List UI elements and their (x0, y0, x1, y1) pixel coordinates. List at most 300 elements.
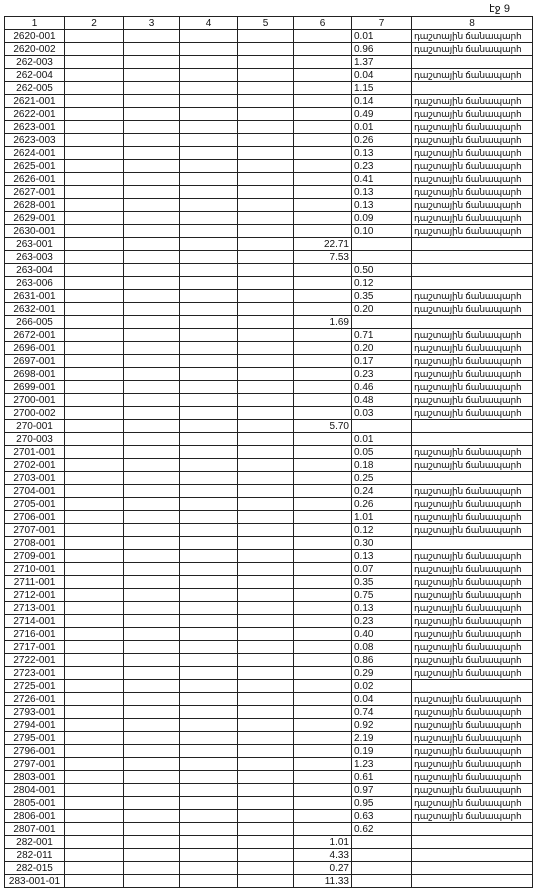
area-col7-cell: 0.04 (352, 69, 412, 82)
empty-cell (238, 277, 294, 290)
area-col6-cell (294, 95, 352, 108)
empty-cell (180, 784, 238, 797)
table-row (5, 589, 533, 602)
empty-cell (65, 303, 124, 316)
empty-cell (124, 108, 180, 121)
area-col7-cell: 0.97 (352, 784, 412, 797)
empty-cell (180, 693, 238, 706)
cadastral-code-cell: 2627-001 (5, 186, 65, 199)
land-use-cell (412, 56, 533, 69)
area-col6-cell (294, 69, 352, 82)
empty-cell (65, 56, 124, 69)
land-use-cell: դաշտային ճանապարհ (412, 160, 533, 173)
land-use-cell: դաշտային ճանապարհ (412, 121, 533, 134)
land-use-cell: դաշտային ճանապարհ (412, 810, 533, 823)
empty-cell (65, 121, 124, 134)
empty-cell (124, 602, 180, 615)
column-header: 3 (124, 17, 180, 30)
empty-cell (180, 589, 238, 602)
empty-cell (65, 43, 124, 56)
cadastral-code-cell: 283-001-01 (5, 875, 65, 888)
area-col6-cell (294, 30, 352, 43)
land-use-cell: դաշտային ճանապարհ (412, 199, 533, 212)
area-col7-cell: 0.92 (352, 719, 412, 732)
empty-cell (238, 355, 294, 368)
area-col6-cell (294, 56, 352, 69)
cadastral-code-cell: 2710-001 (5, 563, 65, 576)
land-use-cell: դաշտային ճանապարհ (412, 459, 533, 472)
empty-cell (238, 732, 294, 745)
empty-cell (65, 368, 124, 381)
cadastral-code-cell: 2702-001 (5, 459, 65, 472)
empty-cell (238, 446, 294, 459)
empty-cell (65, 30, 124, 43)
empty-cell (124, 264, 180, 277)
empty-cell (180, 745, 238, 758)
empty-cell (65, 771, 124, 784)
land-use-cell (412, 537, 533, 550)
table-row (5, 407, 533, 420)
land-use-cell: դաշտային ճանապարհ (412, 524, 533, 537)
empty-cell (238, 537, 294, 550)
land-use-cell: դաշտային ճանապարհ (412, 108, 533, 121)
empty-cell (124, 95, 180, 108)
area-col6-cell (294, 524, 352, 537)
land-use-cell: դաշտային ճանապարհ (412, 563, 533, 576)
cadastral-code-cell: 2805-001 (5, 797, 65, 810)
area-col7-cell: 0.05 (352, 446, 412, 459)
table-row (5, 615, 533, 628)
table-row (5, 823, 533, 836)
empty-cell (65, 667, 124, 680)
empty-cell (180, 147, 238, 160)
empty-cell (124, 212, 180, 225)
land-use-cell: դաշտային ճանապարհ (412, 654, 533, 667)
table-row (5, 641, 533, 654)
area-col6-cell: 22.71 (294, 238, 352, 251)
empty-cell (65, 225, 124, 238)
area-col7-cell: 0.35 (352, 290, 412, 303)
area-col6-cell (294, 43, 352, 56)
table-row (5, 485, 533, 498)
empty-cell (124, 667, 180, 680)
empty-cell (238, 199, 294, 212)
empty-cell (124, 810, 180, 823)
area-col7-cell: 0.03 (352, 407, 412, 420)
cadastral-code-cell: 2620-001 (5, 30, 65, 43)
land-use-cell: դաշտային ճանապարհ (412, 186, 533, 199)
empty-cell (238, 680, 294, 693)
table-row (5, 758, 533, 771)
cadastral-code-cell: 262-004 (5, 69, 65, 82)
empty-cell (124, 420, 180, 433)
table-row (5, 251, 533, 264)
empty-cell (180, 160, 238, 173)
empty-cell (124, 498, 180, 511)
empty-cell (124, 511, 180, 524)
area-col7-cell: 0.14 (352, 95, 412, 108)
area-col7-cell: 0.23 (352, 160, 412, 173)
empty-cell (180, 485, 238, 498)
empty-cell (65, 797, 124, 810)
empty-cell (124, 329, 180, 342)
land-use-cell: դաշտային ճանապարհ (412, 784, 533, 797)
empty-cell (124, 758, 180, 771)
cadastral-code-cell: 270-003 (5, 433, 65, 446)
empty-cell (124, 277, 180, 290)
area-col7-cell (352, 420, 412, 433)
area-col6-cell (294, 108, 352, 121)
table-row (5, 199, 533, 212)
table-row (5, 160, 533, 173)
empty-cell (180, 199, 238, 212)
area-col7-cell: 0.01 (352, 30, 412, 43)
area-col7-cell: 0.08 (352, 641, 412, 654)
area-col6-cell (294, 706, 352, 719)
cadastral-code-cell: 2712-001 (5, 589, 65, 602)
empty-cell (124, 407, 180, 420)
table-row (5, 693, 533, 706)
area-col7-cell: 0.35 (352, 576, 412, 589)
area-col6-cell (294, 199, 352, 212)
cadastral-code-cell: 2700-002 (5, 407, 65, 420)
area-col6-cell (294, 615, 352, 628)
land-use-cell: դաշտային ճանապարհ (412, 615, 533, 628)
table-row (5, 212, 533, 225)
empty-cell (124, 615, 180, 628)
empty-cell (180, 134, 238, 147)
area-col7-cell: 0.17 (352, 355, 412, 368)
table-row (5, 524, 533, 537)
column-header: 7 (352, 17, 412, 30)
empty-cell (180, 303, 238, 316)
empty-cell (180, 43, 238, 56)
area-col7-cell: 0.26 (352, 134, 412, 147)
area-col6-cell (294, 407, 352, 420)
area-col6-cell (294, 732, 352, 745)
land-use-cell: դաշտային ճանապարհ (412, 628, 533, 641)
land-use-cell: դաշտային ճանապարհ (412, 212, 533, 225)
empty-cell (180, 472, 238, 485)
land-use-cell: դաշտային ճանապարհ (412, 693, 533, 706)
area-col7-cell (352, 875, 412, 888)
empty-cell (124, 43, 180, 56)
table-row (5, 602, 533, 615)
cadastral-code-cell: 2699-001 (5, 381, 65, 394)
empty-cell (238, 225, 294, 238)
area-col6-cell (294, 654, 352, 667)
empty-cell (65, 446, 124, 459)
land-use-cell: դաշտային ճանապարհ (412, 407, 533, 420)
empty-cell (65, 537, 124, 550)
empty-cell (124, 875, 180, 888)
empty-cell (238, 82, 294, 95)
area-col6-cell: 11.33 (294, 875, 352, 888)
area-col6-cell: 4.33 (294, 849, 352, 862)
area-col7-cell: 0.07 (352, 563, 412, 576)
cadastral-code-cell: 2797-001 (5, 758, 65, 771)
area-col7-cell: 0.25 (352, 472, 412, 485)
empty-cell (238, 563, 294, 576)
area-col7-cell: 0.50 (352, 264, 412, 277)
empty-cell (65, 836, 124, 849)
area-col6-cell: 1.69 (294, 316, 352, 329)
area-col7-cell: 0.75 (352, 589, 412, 602)
empty-cell (238, 238, 294, 251)
empty-cell (65, 654, 124, 667)
cadastral-code-cell: 2804-001 (5, 784, 65, 797)
table-row (5, 771, 533, 784)
area-col7-cell: 0.01 (352, 433, 412, 446)
area-col6-cell (294, 810, 352, 823)
empty-cell (238, 498, 294, 511)
empty-cell (180, 602, 238, 615)
empty-cell (238, 771, 294, 784)
cadastral-code-cell: 2623-003 (5, 134, 65, 147)
empty-cell (124, 160, 180, 173)
area-col6-cell (294, 394, 352, 407)
empty-cell (124, 381, 180, 394)
empty-cell (180, 277, 238, 290)
empty-cell (124, 537, 180, 550)
table-row (5, 303, 533, 316)
land-use-cell (412, 277, 533, 290)
empty-cell (124, 394, 180, 407)
empty-cell (124, 576, 180, 589)
empty-cell (65, 251, 124, 264)
page-number: էջ 9 (489, 3, 510, 15)
land-use-cell: դաշտային ճանապարհ (412, 745, 533, 758)
column-header: 8 (412, 17, 533, 30)
area-col7-cell: 0.13 (352, 199, 412, 212)
empty-cell (124, 30, 180, 43)
empty-cell (180, 615, 238, 628)
table-row (5, 290, 533, 303)
empty-cell (65, 862, 124, 875)
area-col6-cell (294, 498, 352, 511)
empty-cell (124, 121, 180, 134)
land-use-cell: դաշտային ճանապարհ (412, 381, 533, 394)
area-col7-cell (352, 862, 412, 875)
empty-cell (180, 823, 238, 836)
empty-cell (180, 797, 238, 810)
empty-cell (238, 433, 294, 446)
area-col6-cell (294, 355, 352, 368)
area-col6-cell (294, 576, 352, 589)
table-row (5, 511, 533, 524)
area-col6-cell (294, 797, 352, 810)
cadastral-code-cell: 282-011 (5, 849, 65, 862)
cadastral-code-cell: 2723-001 (5, 667, 65, 680)
area-col6-cell (294, 303, 352, 316)
empty-cell (124, 836, 180, 849)
land-use-cell: դաշտային ճանապարհ (412, 576, 533, 589)
empty-cell (65, 95, 124, 108)
land-use-cell: դաշտային ճանապարհ (412, 173, 533, 186)
table-row (5, 238, 533, 251)
empty-cell (180, 576, 238, 589)
area-col7-cell: 0.24 (352, 485, 412, 498)
empty-cell (180, 550, 238, 563)
land-use-cell (412, 862, 533, 875)
empty-cell (238, 875, 294, 888)
empty-cell (238, 303, 294, 316)
empty-cell (65, 290, 124, 303)
empty-cell (65, 745, 124, 758)
empty-cell (124, 797, 180, 810)
land-use-cell: դաշտային ճանապարհ (412, 290, 533, 303)
empty-cell (65, 732, 124, 745)
empty-cell (238, 251, 294, 264)
empty-cell (238, 602, 294, 615)
cadastral-code-cell: 2708-001 (5, 537, 65, 550)
empty-cell (65, 134, 124, 147)
empty-cell (65, 355, 124, 368)
area-col7-cell: 0.61 (352, 771, 412, 784)
table-row (5, 550, 533, 563)
empty-cell (238, 576, 294, 589)
table-row (5, 56, 533, 69)
area-col6-cell (294, 329, 352, 342)
table-row (5, 745, 533, 758)
empty-cell (124, 641, 180, 654)
empty-cell (124, 355, 180, 368)
empty-cell (238, 589, 294, 602)
empty-cell (180, 810, 238, 823)
empty-cell (238, 329, 294, 342)
empty-cell (65, 498, 124, 511)
empty-cell (238, 381, 294, 394)
empty-cell (124, 342, 180, 355)
empty-cell (238, 212, 294, 225)
empty-cell (238, 95, 294, 108)
empty-cell (238, 134, 294, 147)
empty-cell (124, 238, 180, 251)
land-use-cell (412, 251, 533, 264)
area-col7-cell: 0.09 (352, 212, 412, 225)
area-col7-cell: 0.71 (352, 329, 412, 342)
empty-cell (65, 615, 124, 628)
cadastral-code-cell: 262-005 (5, 82, 65, 95)
table-row (5, 719, 533, 732)
table-row (5, 43, 533, 56)
land-use-cell (412, 420, 533, 433)
table-row (5, 121, 533, 134)
area-col7-cell: 0.13 (352, 186, 412, 199)
empty-cell (65, 212, 124, 225)
area-col6-cell (294, 485, 352, 498)
area-col6-cell: 0.27 (294, 862, 352, 875)
empty-cell (180, 719, 238, 732)
table-row (5, 628, 533, 641)
empty-cell (180, 342, 238, 355)
cadastral-code-cell: 263-004 (5, 264, 65, 277)
table-row (5, 82, 533, 95)
empty-cell (124, 732, 180, 745)
area-col6-cell (294, 290, 352, 303)
cadastral-code-cell: 2794-001 (5, 719, 65, 732)
land-use-cell: դաշտային ճանապարհ (412, 43, 533, 56)
empty-cell (65, 550, 124, 563)
cadastral-code-cell: 2717-001 (5, 641, 65, 654)
empty-cell (65, 394, 124, 407)
empty-cell (65, 238, 124, 251)
land-use-cell (412, 823, 533, 836)
area-col7-cell: 0.12 (352, 524, 412, 537)
cadastral-code-cell: 2698-001 (5, 368, 65, 381)
cadastral-code-cell: 2626-001 (5, 173, 65, 186)
land-use-cell: դաշտային ճանապարհ (412, 30, 533, 43)
empty-cell (180, 498, 238, 511)
empty-cell (65, 82, 124, 95)
empty-cell (180, 732, 238, 745)
empty-cell (124, 82, 180, 95)
empty-cell (65, 589, 124, 602)
empty-cell (65, 342, 124, 355)
empty-cell (65, 316, 124, 329)
area-col7-cell: 0.18 (352, 459, 412, 472)
empty-cell (124, 472, 180, 485)
empty-cell (238, 745, 294, 758)
empty-cell (180, 264, 238, 277)
empty-cell (180, 186, 238, 199)
empty-cell (124, 823, 180, 836)
empty-cell (180, 381, 238, 394)
empty-cell (124, 784, 180, 797)
cadastral-code-cell: 2621-001 (5, 95, 65, 108)
empty-cell (65, 472, 124, 485)
empty-cell (238, 30, 294, 43)
empty-cell (124, 459, 180, 472)
empty-cell (238, 472, 294, 485)
area-col7-cell: 0.13 (352, 602, 412, 615)
empty-cell (238, 290, 294, 303)
land-use-cell: դաշտային ճանապարհ (412, 732, 533, 745)
empty-cell (180, 407, 238, 420)
empty-cell (124, 485, 180, 498)
empty-cell (238, 511, 294, 524)
empty-cell (238, 108, 294, 121)
table-row (5, 667, 533, 680)
table-row (5, 30, 533, 43)
table-row (5, 69, 533, 82)
empty-cell (238, 784, 294, 797)
area-col7-cell (352, 316, 412, 329)
table-row (5, 563, 533, 576)
area-col6-cell (294, 745, 352, 758)
empty-cell (238, 628, 294, 641)
empty-cell (124, 316, 180, 329)
empty-cell (180, 862, 238, 875)
empty-cell (238, 810, 294, 823)
empty-cell (124, 706, 180, 719)
land-use-cell: դաշտային ճանապարհ (412, 342, 533, 355)
table-row (5, 797, 533, 810)
table-row (5, 329, 533, 342)
empty-cell (124, 433, 180, 446)
cadastral-code-cell: 2793-001 (5, 706, 65, 719)
area-col6-cell (294, 381, 352, 394)
land-use-cell: դաշտային ճանապարհ (412, 550, 533, 563)
area-col7-cell: 0.74 (352, 706, 412, 719)
area-col6-cell: 1.01 (294, 836, 352, 849)
empty-cell (238, 706, 294, 719)
column-header: 5 (238, 17, 294, 30)
empty-cell (180, 56, 238, 69)
empty-cell (65, 199, 124, 212)
area-col7-cell (352, 238, 412, 251)
land-use-cell: դաշտային ճանապարհ (412, 667, 533, 680)
